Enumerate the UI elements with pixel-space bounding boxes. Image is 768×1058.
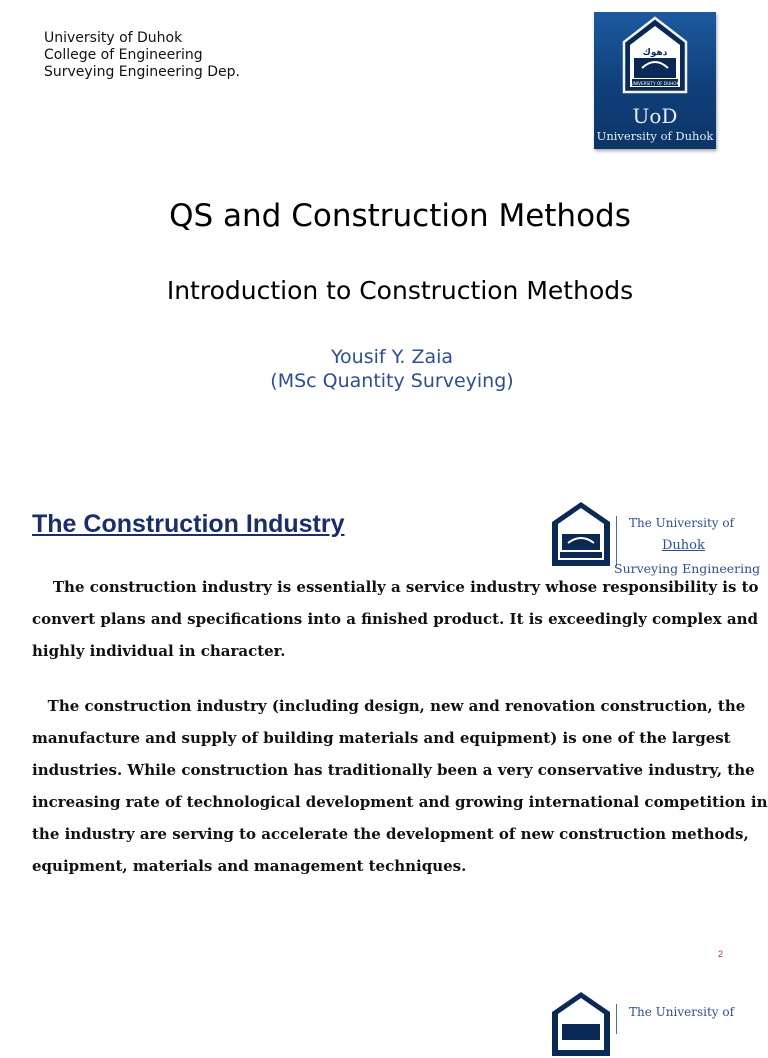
paragraph-line: the industry are serving to accelerate the development of new construction methods, — [32, 825, 749, 843]
paragraph-1 — [32, 571, 759, 667]
paragraph-line: industries. While construction has traditionally been a very conservative industry, the — [32, 761, 755, 779]
side-logo-line1: The University of — [629, 1005, 735, 1019]
divider-line — [616, 1004, 617, 1034]
paragraph-2 — [32, 690, 768, 882]
paragraph-line: convert plans and specifications into a finished product. It is exceedingly complex and — [32, 610, 759, 628]
presentation-subtitle: Introduction to Construction Methods — [166, 276, 634, 305]
paragraph-line: increasing rate of technological development and growing international competition in — [32, 793, 768, 811]
college-line: College of Engineering — [44, 47, 203, 63]
author-block — [0, 345, 768, 393]
side-logo-line2: Duhok — [662, 538, 705, 553]
paragraph-line: manufacture and supply of building materials and equipment) is one of the largest — [32, 729, 731, 747]
page-number: 2 — [718, 949, 724, 959]
paragraph-line: equipment, materials and management techniques. — [32, 857, 467, 875]
logo-university-name: University of Duhok — [596, 129, 714, 143]
svg-text:UNIVERSITY OF DUHOK: UNIVERSITY OF DUHOK — [630, 81, 680, 86]
side-logo-line3: Surveying Engineering — [614, 561, 761, 576]
university-logo — [594, 12, 716, 149]
section-heading: The Construction Industry — [32, 510, 345, 538]
university-emblem-icon — [550, 500, 612, 568]
paragraph-line: The construction industry (including design, new and renovation construction, the — [32, 697, 746, 715]
paragraph-line: The construction industry is essentially a service industry whose responsibility is to — [32, 578, 759, 596]
divider-line — [616, 516, 617, 566]
university-emblem-icon — [550, 990, 612, 1058]
logo-abbreviation: UoD — [632, 104, 678, 128]
svg-text:دهوك: دهوك — [642, 48, 668, 58]
presentation-title: QS and Construction Methods — [169, 198, 631, 234]
author-degree: (MSc Quantity Surveying) — [270, 370, 514, 392]
author-name: Yousif Y. Zaia — [330, 346, 454, 368]
paragraph-line: highly individual in character. — [32, 642, 286, 660]
university-line: University of Duhok — [44, 30, 183, 46]
institution-block — [44, 30, 240, 81]
department-line: Surveying Engineering Dep. — [44, 64, 240, 80]
side-logo-line1: The University of — [629, 516, 735, 530]
